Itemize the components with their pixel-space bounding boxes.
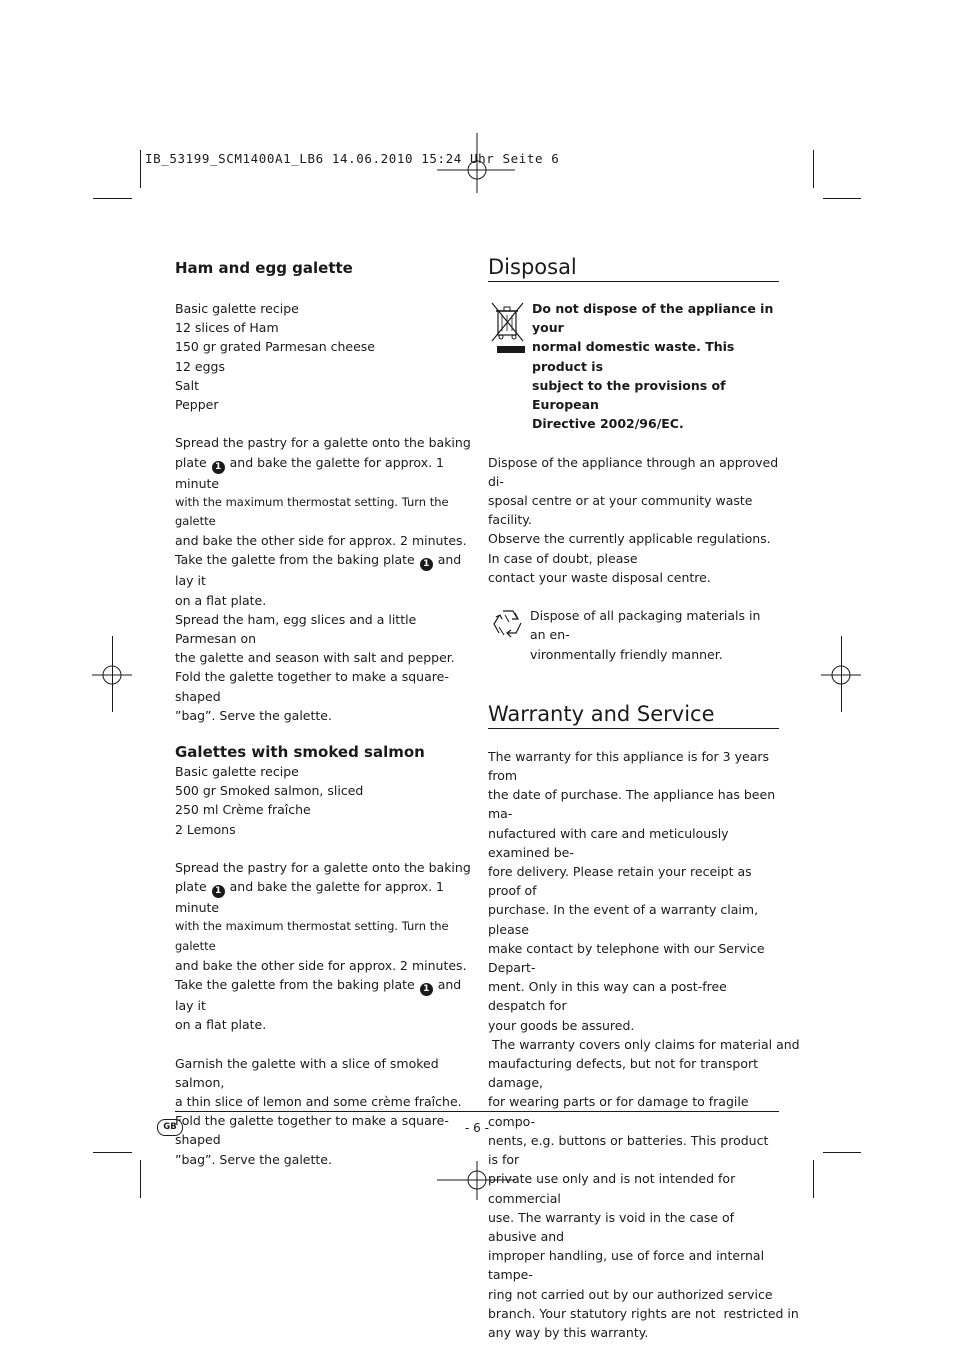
warranty-line: for wearing parts or for damage to fragile compo-	[488, 1094, 749, 1129]
warranty-line: any way by this warranty.	[488, 1324, 649, 1340]
warranty-line: your goods be assured.	[488, 1017, 635, 1033]
ingredient: Salt	[175, 377, 199, 393]
recipe-title-salmon: Galettes with smoked salmon	[175, 743, 425, 762]
print-header: IB_53199_SCM1400A1_LB6 14.06.2010 15:24 Uhr Seite 6	[145, 151, 560, 166]
text: and lay it	[175, 552, 462, 589]
instruction-line: the galette and season with salt and pepper.	[175, 650, 455, 666]
ingredient: 12 slices of Ham	[175, 320, 279, 336]
warranty-line: The warranty covers only claims for material and	[488, 1036, 800, 1052]
ingredient: 12 eggs	[175, 358, 225, 374]
text: plate	[175, 454, 207, 470]
instruction-line: with the maximum thermostat setting. Turn the galette	[175, 494, 449, 529]
recipe-title-ham: Ham and egg galette	[175, 259, 353, 277]
ingredient: 500 gr Smoked salmon, sliced	[175, 783, 364, 799]
warranty-line: private use only and is not intended for commercial	[488, 1171, 736, 1206]
instruction-line: a thin slice of lemon and some crème fraîche.	[175, 1094, 462, 1110]
warranty-line: improper handling, use of force and internal tampe-	[488, 1248, 765, 1283]
text: and bake the galette for approx. 1 minute	[175, 879, 444, 916]
instruction-line	[175, 877, 475, 917]
recycling-arrows-icon	[489, 605, 527, 643]
body-line: Observe the currently applicable regulations.	[488, 531, 771, 547]
part-number-badge: 1	[212, 461, 225, 474]
registration-mark-icon	[437, 133, 517, 213]
instruction-line: and bake the other side for approx. 2 minutes.	[175, 957, 467, 973]
section-title-warranty: Warranty and Service	[488, 701, 779, 729]
text: plate	[175, 879, 207, 895]
body-line: sposal centre or at your community waste facility.	[488, 493, 753, 528]
ingredient: 250 ml Crème fraîche	[175, 802, 311, 818]
instruction-line	[175, 453, 475, 493]
registration-mark-icon	[801, 635, 881, 715]
warranty-line: ring not carried out by our authorized service	[488, 1286, 773, 1302]
ham-ingredients	[175, 299, 475, 414]
text: and lay it	[175, 977, 462, 1014]
warranty-line: use. The warranty is void in the case of abusive and	[488, 1209, 735, 1244]
text: and bake the galette for approx. 1 minute	[175, 454, 444, 491]
warranty-line: The warranty for this appliance is for 3 years from	[488, 748, 769, 784]
ingredient: 2 Lemons	[175, 821, 236, 837]
salmon-ingredients	[175, 762, 475, 839]
instruction-line: Fold the galette together to make a square-shaped	[175, 669, 449, 704]
instruction-line: on a flat plate.	[175, 592, 267, 608]
section-title-disposal: Disposal	[488, 254, 779, 282]
instruction-line	[175, 550, 475, 590]
warranty-line: make contact by telephone with our Service Depart-	[488, 940, 765, 976]
left-column	[175, 258, 475, 1169]
ham-instructions	[175, 433, 475, 725]
instruction-line: ”bag”. Serve the galette.	[175, 707, 332, 723]
part-number-badge: 1	[420, 558, 433, 571]
right-column	[488, 254, 800, 1342]
instruction-line: and bake the other side for approx. 2 minutes.	[175, 533, 467, 549]
instruction-line: Spread the pastry for a galette onto the baking	[175, 435, 471, 451]
warranty-line: the date of purchase. The appliance has been ma-	[488, 787, 776, 822]
part-number-badge: 1	[420, 983, 433, 996]
instruction-line: Spread the ham, egg slices and a little Parmesan on	[175, 611, 417, 647]
disposal-instructions	[488, 453, 779, 587]
text: Take the galette from the baking plate	[175, 977, 415, 993]
footer-rule	[175, 1111, 779, 1112]
part-number-badge: 1	[212, 885, 225, 898]
ingredient: 150 gr grated Parmesan cheese	[175, 339, 375, 355]
warranty-line: maufacturing defects, but not for transport damage,	[488, 1056, 759, 1091]
body-line: In case of doubt, please	[488, 550, 638, 566]
packaging-notice	[488, 606, 779, 664]
warranty-line: fore delivery. Please retain your receipt as proof of	[488, 864, 752, 899]
packaging-line: Dispose of all packaging materials in an en-	[530, 608, 761, 643]
ingredient: Basic galette recipe	[175, 301, 299, 316]
instruction-line: ”bag”. Serve the galette.	[175, 1151, 332, 1167]
body-line: Dispose of the appliance through an approved di-	[488, 454, 779, 489]
instruction-line	[175, 975, 475, 1015]
salmon-instructions	[175, 858, 475, 1169]
warning-line: subject to the provisions of European	[532, 377, 726, 413]
warranty-line: ment. Only in this way can a post-free despatch for	[488, 979, 727, 1014]
warning-line: Directive 2002/96/EC.	[532, 416, 684, 432]
instruction-line: with the maximum thermostat setting. Turn the galette	[175, 919, 449, 953]
packaging-line: vironmentally friendly manner.	[530, 646, 723, 662]
warranty-line: nufactured with care and meticulously examined be-	[488, 825, 729, 860]
body-line: contact your waste disposal centre.	[488, 569, 711, 585]
text: Take the galette from the baking plate	[175, 552, 415, 568]
page-number: - 6 -	[465, 1121, 489, 1135]
crossed-out-wheelie-bin-icon	[489, 301, 527, 353]
warranty-line: nents, e.g. buttons or batteries. This product is for	[488, 1132, 769, 1168]
warning-line: normal domestic waste. This product is	[532, 339, 735, 374]
ingredient: Basic galette recipe	[175, 764, 299, 780]
ingredient: Pepper	[175, 397, 219, 413]
warranty-line: purchase. In the event of a warranty claim, please	[488, 902, 759, 937]
instruction-line: Spread the pastry for a galette onto the baking	[175, 860, 471, 876]
registration-mark-icon	[72, 635, 152, 715]
instruction-line: on a flat plate.	[175, 1017, 267, 1033]
country-badge: GB	[157, 1119, 183, 1136]
warning-line: Do not dispose of the appliance in your	[532, 301, 774, 336]
warranty-text	[488, 747, 800, 1342]
instruction-line: Garnish the galette with a slice of smoked salmon,	[175, 1055, 439, 1090]
instruction-line: Fold the galette together to make a square-shaped	[175, 1113, 449, 1148]
weee-notice	[488, 299, 779, 433]
warranty-line: branch. Your statutory rights are not restricted in	[488, 1305, 799, 1321]
